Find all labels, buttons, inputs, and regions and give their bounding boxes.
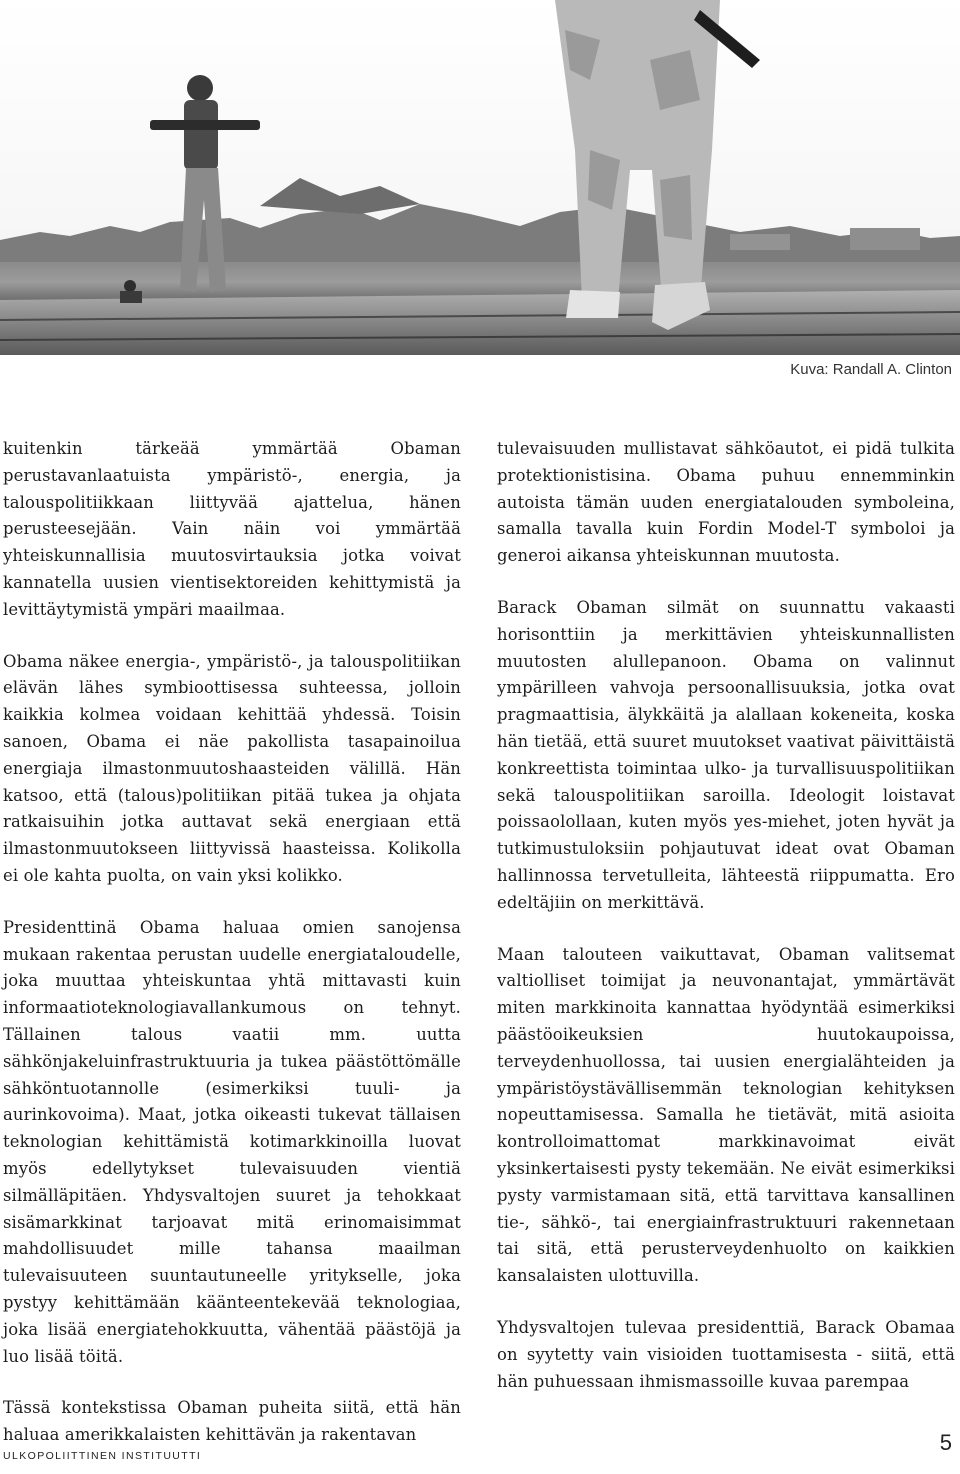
right-paragraph-1: tulevaisuuden mullistavat sähköautot, ei pidä tulkita protektionistisina. Obama puhuu ennemminkin autoista tämän uuden energiatalouden symboleina, samalla tavalla kuin Fordin Model-T symboloi ja generoi aikansa yhteiskunnan muutosta. xyxy=(497,439,955,566)
left-paragraph-2: Obama näkee energia-, ympäristö-, ja talouspolitiikan elävän lähes symbioottisessa suhteessa, jolloin kaikkia kolmea voidaan kehittää yhdessä. Toisin sanoen, Obama ei näe pakollista tasapainoilua energiaja ilmastonmuutoshaasteiden välillä. Hän katsoo, että (talous)politiikan pitää tukea ja ohjata ratkaisuihin jotka auttavat sekä energiaan että ilmastonmuutokseen liittyvissä haasteissa. Kolikolla ei ole kahta puolta, on vain yksi kolikko. xyxy=(3,651,461,885)
left-paragraph-1: kuitenkin tärkeää ymmärtää Obaman perustavanlaatuista ympäristö-, energia, ja talouspolitiikkaan liittyvää ajattelua, hänen perusteesejään. Vain näin voi ymmärtää yhteiskunnallisia muutosvirtauksia jotka voivat kannatella uusien vientisektoreiden kehittymistä ja levittäytymistä ympäri maailmaa. xyxy=(3,439,461,619)
right-paragraph-4: Yhdysvaltojen tulevaa presidenttiä, Barack Obamaa on syytetty vain visioiden tuottamisesta - siitä, että hän puhuessaan ihmismassoille kuvaa parempaa xyxy=(497,1317,955,1391)
publisher-name: ULKOPOLIITTINEN INSTITUUTTI xyxy=(3,1450,202,1462)
left-paragraph-4: Tässä kontekstissa Obaman puheita siitä, että hän haluaa amerikkalaisten kehittävän ja rakentavan xyxy=(3,1398,461,1445)
right-paragraph-2: Barack Obaman silmät on suunnattu vakaasti horisonttiin ja merkittävien yhteiskunnallisten muutosten alullepanoon. Obama on valinnut ympärilleen vahvoja persoonallisuuksia, jotka ovat pragmaattisia, älykkäitä ja alallaan kokeneita, koska hän tietää, että suuret muutokset vaativat päivittäistä konkreettista toimintaa ulko- ja turvallisuuspolitiikan sekä talouspolitiikan saroilla. Ideologit loistavat poissaolollaan, kuten myös yes-miehet, joten hyvät ja tutkimustuloksiin pohjautuvat ideat ovat Obaman hallinnossa tervetulleita, lähteestä riippumatta. Ero edeltäjiin on merkittävä. xyxy=(497,597,955,912)
left-column xyxy=(3,436,461,1474)
soldiers-photo xyxy=(0,0,960,355)
soldiers-photo-illustration xyxy=(0,0,960,355)
page-number: 5 xyxy=(939,1430,952,1455)
left-paragraph-3: Presidenttinä Obama haluaa omien sanojensa mukaan rakentaa perustan uudelle energiataloudelle, joka muuttaa yhteiskuntaa yhtä mittavasti kuin informaatioteknologiavallankumous on tehnyt. Tällainen talous vaatii mm. uutta sähkönjakeluinfrastruktuuria ja tukea päästöttömälle sähköntuotannolle (esimerkiksi tuuli- ja aurinkovoima). Maat, jotka oikeasti tukevat tällaisen teknologian kehittämistä kotimarkkinoilla luovat myös edellytykset tulevaisuuden vientiä silmälläpitäen. Yhdysvaltojen suuret ja tehokkaat sisämarkkinat tarjoavat mitä erinomaisimmat mahdollisuudet mille tahansa maailman tulevaisuuteen suuntautuneelle yritykselle, joka pystyy kehittämään käänteentekevää teknologiaa, joka lisää energiatehokkuutta, vähentää päästöjä ja luo lisää töitä. xyxy=(3,917,461,1366)
right-paragraph-3: Maan talouteen vaikuttavat, Obaman valitsemat valtiolliset toimijat ja neuvonantajat, ymmärtävät miten markkinoita kannattaa hyödyntää esimerkiksi päästöoikeuksien huutokaupoissa, terveydenhuollossa, tai uusien energialähteiden ja ympäristöystävällisemmän teknologian kehityksen nopeuttamisessa. Samalla he tietävät, mitä asioita kontrolloimattomat markkinavoimat eivät yksinkertaisesti pysty tekemään. Ne eivät esimerkiksi pysty varmistamaan sitä, että tarvittava kansallinen tie-, sähkö-, tai energiainfrastruktuuri rakennetaan tai sitä, että perusterveydenhuolto on kaikkien kansalaisten ulottuvilla. xyxy=(497,944,955,1286)
photo-credit: Kuva: Randall A. Clinton xyxy=(790,361,952,378)
right-column xyxy=(497,436,955,1420)
